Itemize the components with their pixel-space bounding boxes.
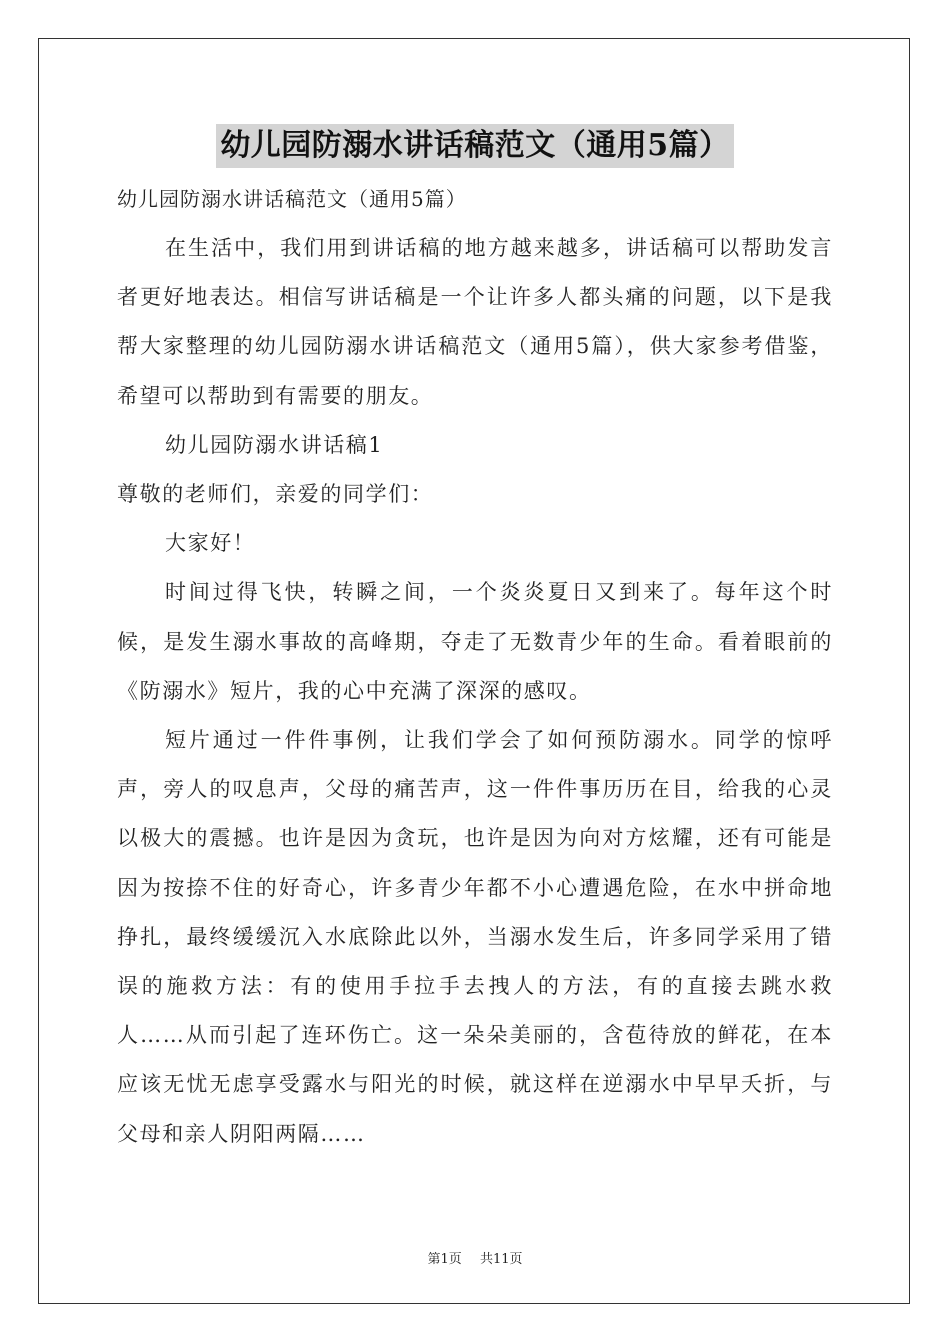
paragraph: 幼儿园防溺水讲话稿1 [165,432,384,457]
paragraph: 大家好！ [165,531,256,556]
document-body [117,224,833,1159]
document-title: 幼儿园防溺水讲话稿范文（通用5篇） [216,124,733,168]
page-number: 第1页 [427,1252,462,1267]
document-subtitle: 幼儿园防溺水讲话稿范文（通用5篇） [117,187,467,211]
title-container [0,124,950,168]
page-total: 共11页 [479,1252,523,1267]
page-footer [0,1248,950,1267]
paragraph: 短片通过一件件事例，让我们学会了如何预防溺水。同学的惊呼声，旁人的叹息声，父母的痛苦声，这一件件事历历在目，给我的心灵以极大的震撼。也许是因为贪玩，也许是因为向对方炫耀，还有可能是因为按捺不住的好奇心，许多青少年都不小心遭遇危险，在水中拼命地挣扎，最终缓缓沉入水底除此以外，当溺水发生后，许多同学采用了错误的施救方法：有的使用手拉手去拽人的方法，有的直接去跳水救人……从而引起了连环伤亡。这一朵朵美丽的，含苞待放的鲜花，在本应该无忧无虑享受露水与阳光的时候，就这样在逆溺水中早早夭折，与父母和亲人阴阳两隔…… [117,728,833,1146]
paragraph: 时间过得飞快，转瞬之间，一个炎炎夏日又到来了。每年这个时候，是发生溺水事故的高峰期，夺走了无数青少年的生命。看着眼前的《防溺水》短片，我的心中充满了深深的感叹。 [117,580,833,703]
paragraph: 尊敬的老师们，亲爱的同学们： [117,482,434,507]
paragraph: 在生活中，我们用到讲话稿的地方越来越多，讲话稿可以帮助发言者更好地表达。相信写讲话稿是一个让许多人都头痛的问题，以下是我帮大家整理的幼儿园防溺水讲话稿范文（通用5篇），供大家参考借鉴，希望可以帮助到有需要的朋友。 [117,236,833,408]
